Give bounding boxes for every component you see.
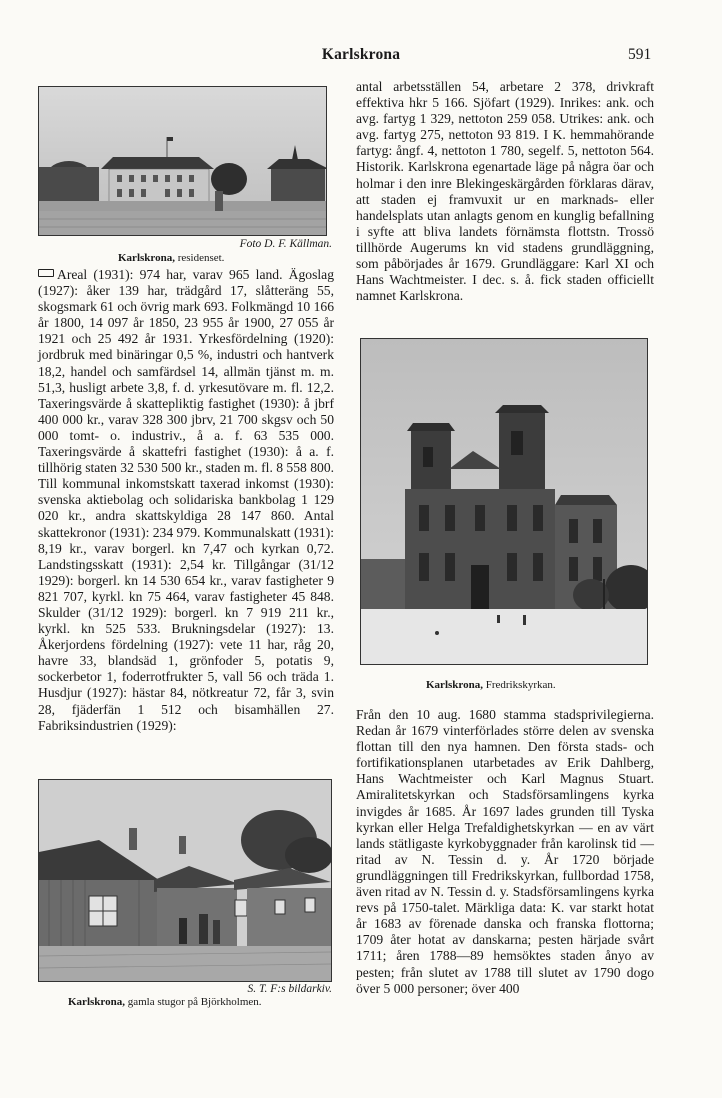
cottages-caption-text: gamla stugor på Björkholmen. <box>124 996 262 1008</box>
right-column-bottom-text <box>356 707 654 997</box>
fredrikskyrkan-caption-text: Fredrikskyrkan. <box>482 679 556 691</box>
residence-caption <box>118 252 224 265</box>
fredrikskyrkan-photo <box>360 338 648 665</box>
cottages-caption <box>68 996 262 1009</box>
cottages-caption-bold: Karlskrona, <box>68 996 125 1008</box>
church-illustration <box>361 339 647 664</box>
right-column-bottom-body: Från den 10 aug. 1680 stamma stadsprivilegierna. Redan år 1679 vinterförlades större delen av svenska flottan till den nya hamnen. Den första stads- och fortifikationsplanen utarbetades av Erik Dahlberg, Hans Wachtmeister och Karl Magnus Stuart. Amiralitetskyrkan och Stadsförsamlingens kyrka invigdes år 1685. År 1697 lades grunden till Tyska kyrkan eller Helga Trefaldighetskyrkan — en av värt lands stätligaste kyrkobyggnader från karolinsk tid — ritad av N. Tessin d. y. År 1720 började grundläggningen till Fredrikskyrkan, fullbordad 1758, även ritad av N. Tessin d. y. Stadsförsamlingens kyrka revs på 1750-talet. Märkliga data: K. var starkt hotat år 1683 av förenade danska och franska flottorna; 1709 åter hotat av danskarna; pesten härjade svårt 1711; åren 1788—89 hemsöktes staden ånyo av pesten; från slutet av 1788 till slutet av 1790 dogo över 5 000 personer; över 400 <box>356 707 654 996</box>
cottages-illustration <box>39 780 331 981</box>
left-column-text <box>38 267 334 734</box>
right-column-top-text <box>356 79 654 304</box>
residence-photo-credit: Foto D. F. Källman. <box>239 238 332 250</box>
fredrikskyrkan-caption-bold: Karlskrona, <box>426 679 483 691</box>
residence-illustration <box>39 87 326 235</box>
running-header: Karlskrona <box>321 46 401 63</box>
page-number: 591 <box>628 46 652 63</box>
residence-caption-bold: Karlskrona, <box>118 252 175 264</box>
fredrikskyrkan-caption <box>426 679 556 692</box>
section-marker-icon <box>38 269 54 277</box>
residence-caption-text: residenset. <box>174 252 225 264</box>
cottages-photo-credit: S. T. F:s bildarkiv. <box>247 983 332 995</box>
cottages-photo <box>38 779 332 982</box>
right-column-top-body: antal arbetsställen 54, arbetare 2 378, drivkraft effektiva hkr 5 166. Sjöfart (1929). Inrikes: ank. och avg. fartyg 1 329, nettoton 259 058. Utrikes: ank. och avg. fartyg 275, nettoton 93 819. I K. hemmahörande fartyg: ångf. 4, nettoton 1 780, segelf. 5, nettoton 564. Historik. Karlskrona egenartade läge på några öar och holmar i den inre Blekingeskärgården förklaras därav, att staden ej framvuxit ur en marknads- eller handelsplats utan anlagts genom en kunglig befallning i syfte att bliva landets förnämsta flottstn. Trossö tillhörde Augerums kn vid stadens grundläggning, som påbörjades år 1679. Grundläggare: Karl XI och Hans Wachtmeister. I dec. s. å. fick staden officiellt namnet Karlskrona. <box>356 79 654 304</box>
residence-photo <box>38 86 327 236</box>
left-column-body: Areal (1931): 974 har, varav 965 land. Ägoslag (1927): åker 139 har, trädgård 17, slåtteräng 55, skogsmark 61 och övrig mark 693. Folkmängd 10 166 år 1800, 14 097 år 1850, 23 955 år 1900, 27 055 år 1921 och 25 492 år 1931. Yrkesfördelning (1920): jordbruk med binäringar 0,5 %, industri och hantverk 18,2, handel och samfärdsel 14, allmän tjänst m. m. 51,3, husligt arbete 3,8, f. d. yrkesutövare m. fl. 12,2. Taxeringsvärde å skattepliktig fastighet (1930): å jbrf 400 000 kr., varav 328 300 jbrv, 21 700 skgsv och 50 000 tomt- o. industriv., å a. f. 63 535 000. Taxeringsvärde å skattefri fastighet (1930): å a. f. tillhörig staten 32 530 500 kr., staden m. fl. 8 558 800. Till kommunal inkomstskatt taxerad inkomst (1930): svenska aktiebolag och solidariska bankbolag 1 129 020 kr., andra skattskyldiga 28 147 860. Antal skattekronor (1931): 234 979. Kommunalskatt (1931): 8,19 kr., varav borgerl. kn 7,47 och kyrkan 0,72. Landstingsskatt (1931): 2,54 kr. Tillgångar (31/12 1929): borgerl. kn 14 530 654 kr., varav fastigheter 9 821 707, kyrkl. kn 75 464, varav fastigheter 45 848. Skulder (31/12 1929): borgerl. kn 7 919 211 kr., kyrkl. kn 525 533. Brukningsdelar (1927): 13. Åkerjordens fördelning (1927): vete 11 har, råg 20, havre 33, blandsäd 1, grönfoder 5, potatis 9, sockerbetor 1, foderrotfrukter 5, vall 56 och träda 1. Husdjur (1927): hästar 84, nötkreatur 72, får 3, svin 28, fjäderfän 1 512 och bisamhällen 27. Fabriksindustrien (1929): <box>38 267 335 733</box>
